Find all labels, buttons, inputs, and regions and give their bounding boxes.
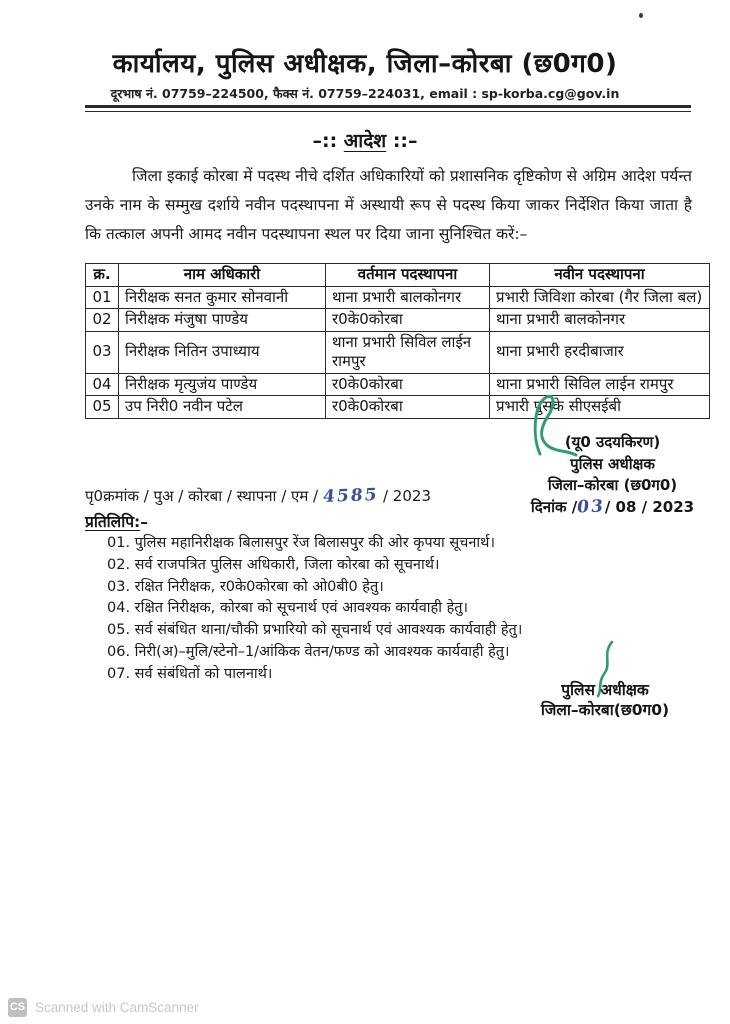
copy-list-item: 04. रक्षित निरीक्षक, कोरबा को सूचनार्थ एवं आवश्यक कार्यवाही हेतु। — [107, 600, 469, 617]
scan-artifact-dot — [639, 13, 643, 18]
office-letterhead-title: कार्यालय, पुलिस अधीक्षक, जिला–कोरबा (छ0ग0) — [112, 49, 618, 79]
serial-cell: 02 — [86, 309, 119, 332]
table-row — [86, 331, 710, 373]
serial-cell: 03 — [86, 331, 119, 373]
order-table-body — [86, 286, 710, 418]
camscanner-watermark — [8, 997, 199, 1017]
serial-cell: 05 — [86, 396, 119, 419]
order-heading — [0, 127, 730, 153]
reference-suffix: / 2023 — [378, 487, 431, 505]
col-header-serial: क्र. — [86, 264, 119, 287]
copy-list-item: 06. निरी(अ)–मुलि/स्टेनो–1/आंकिक वेतन/फण्ड को आवश्यक कार्यवाही हेतु। — [107, 643, 510, 660]
transfer-order-table — [85, 263, 710, 419]
table-row — [86, 373, 710, 396]
signing-authority-block — [500, 432, 725, 518]
current-posting-cell: र0के0कोरबा — [326, 396, 490, 419]
new-posting-cell: प्रभारी पुसके सीएसईबी — [490, 396, 710, 419]
order-body-paragraph: जिला इकाई कोरबा में पदस्थ नीचे दर्शित अधिकारियों को प्रशासनिक दृष्टिकोण से अग्रिम आदेश पर्यन्त उनके नाम के सम्मुख दर्शाये नवीन पदस्थापना में अस्थायी रूप से पदस्थ किया जाकर निर्देशित किया जाता है कि तत्काल अपनी आमद नवीन पदस्थापना स्थल पर दिया जाना सुनिश्चित करें:– — [85, 167, 692, 243]
table-row — [86, 286, 710, 309]
final-signatory-district: जिला–कोरबा(छ0ग0) — [540, 701, 670, 719]
current-posting-cell: थाना प्रभारी सिविल लाईन रामपुर — [326, 331, 490, 373]
copy-to-label — [85, 510, 148, 532]
order-date-line — [500, 497, 725, 519]
copy-distribution-list — [107, 533, 627, 686]
copy-to-word: प्रतिलिपि: — [85, 513, 141, 531]
handwritten-reference-number: 4585 — [321, 485, 380, 507]
reference-prefix: पृ0क्रमांक / पुअ / कोरबा / स्थापना / एम / — [85, 487, 323, 505]
handwritten-date: 03 — [576, 496, 607, 517]
copy-list-item: 02. सर्व राजपत्रित पुलिस अधिकारी, जिला कोरबा को सूचनार्थ। — [107, 556, 440, 573]
order-heading-open: –:: — [312, 130, 344, 152]
order-heading-close: ::– — [386, 130, 418, 152]
copy-list-item: 01. पुलिस महानिरीक्षक बिलासपुर रेंज बिलासपुर की ओर कृपया सूचनार्थ। — [107, 535, 495, 551]
table-header-row — [86, 264, 710, 287]
serial-cell: 01 — [86, 286, 119, 309]
copy-list-item: 05. सर्व संबंधित थाना/चौकी प्रभारियो को सूचनार्थ एवं आवश्यक कार्यवाही हेतु। — [107, 622, 523, 639]
final-signatory-designation: पुलिस अधीक्षक — [561, 681, 649, 699]
table-row — [86, 309, 710, 332]
new-posting-cell: प्रभारी जिविशा कोरबा (गैर जिला बल) — [490, 286, 710, 309]
current-posting-cell: र0के0कोरबा — [326, 373, 490, 396]
table-row — [86, 396, 710, 419]
col-header-officer-name: नाम अधिकारी — [119, 264, 326, 287]
letterhead-divider — [85, 105, 691, 112]
new-posting-cell: थाना प्रभारी सिविल लाईन रामपुर — [490, 373, 710, 396]
officer-name-cell: निरीक्षक नितिन उपाध्याय — [119, 331, 326, 373]
date-label: दिनांक / — [530, 497, 578, 516]
col-header-new-posting: नवीन पदस्थापना — [490, 264, 710, 287]
date-rest: / 08 / 2023 — [604, 497, 695, 516]
copy-to-dash: – — [140, 513, 148, 531]
officer-name-cell: निरीक्षक मंजुषा पाण्डेय — [119, 309, 326, 332]
new-posting-cell: थाना प्रभारी बालकोनगर — [490, 309, 710, 332]
officer-name-cell: निरीक्षक मृत्युजंय पाण्डेय — [119, 373, 326, 396]
signatory-district: जिला–कोरबा (छ0ग0) — [547, 476, 678, 494]
signatory-designation: पुलिस अधीक्षक — [570, 454, 655, 473]
officer-name-cell: निरीक्षक सनत कुमार सोनवानी — [119, 286, 326, 309]
col-header-current-posting: वर्तमान पदस्थापना — [326, 264, 490, 287]
current-posting-cell: र0के0कोरबा — [326, 309, 490, 332]
office-contact-line: दूरभाष नं. 07759–224500, फैक्स नं. 07759–224031, email : sp-korba.cg@gov.in — [110, 86, 620, 101]
endorsement-reference-line — [85, 486, 431, 506]
copy-list-item: 03. रक्षित निरीक्षक, र0के0कोरबा को ओ0बी0 हेतु। — [107, 578, 384, 595]
final-signature-block — [495, 680, 715, 720]
serial-cell: 04 — [86, 373, 119, 396]
order-heading-word: आदेश — [343, 130, 387, 152]
copy-list-item: 07. सर्व संबंधितों को पालनार्थ। — [107, 665, 273, 682]
current-posting-cell: थाना प्रभारी बालकोनगर — [326, 286, 490, 309]
officer-name-cell: उप निरी0 नवीन पटेल — [119, 396, 326, 419]
new-posting-cell: थाना प्रभारी हरदीबाजार — [490, 331, 710, 373]
signatory-name: (यू0 उदयकिरण) — [564, 433, 661, 451]
camscanner-badge-icon: CS — [8, 998, 27, 1017]
camscanner-watermark-text: Scanned with CamScanner — [35, 999, 199, 1015]
